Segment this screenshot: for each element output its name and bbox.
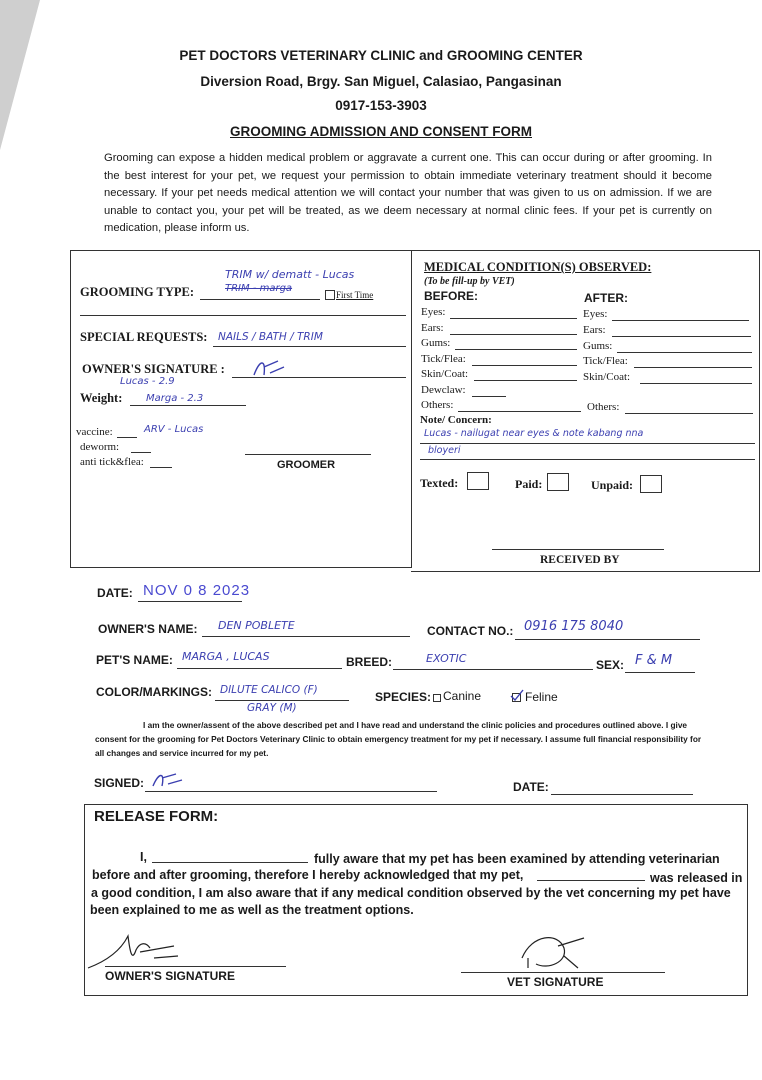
before-skin: Skin/Coat:: [421, 368, 469, 380]
owner-name-line: [202, 636, 410, 637]
before-label: BEFORE:: [424, 289, 478, 303]
signed-scribble: [150, 768, 186, 792]
owner-signature-label: OWNER'S SIGNATURE :: [82, 362, 225, 376]
owner-name-label: OWNER'S NAME:: [98, 622, 198, 636]
after-ears: Ears:: [583, 324, 606, 336]
note-value-1: Lucas - nailugat near eyes & note kabang nna: [424, 428, 644, 439]
unpaid-label: Unpaid:: [591, 478, 634, 492]
pet-name-line: [177, 668, 342, 669]
release-line1-b: fully aware that my pet has been examined by attending veterinarian: [314, 852, 720, 866]
pet-name-value: MARGA , LUCAS: [182, 650, 270, 663]
before-ears-line: [450, 334, 577, 335]
before-dewclaw: Dewclaw:: [421, 384, 466, 396]
color-value-1: DILUTE CALICO (F): [220, 684, 318, 696]
before-tick-line: [472, 365, 577, 366]
after-label: AFTER:: [584, 291, 628, 305]
grooming-type-value: TRIM w/ dematt - Lucas: [225, 268, 355, 281]
after-skin: Skin/Coat:: [583, 371, 631, 383]
clinic-phone: 0917-153-3903: [335, 98, 427, 113]
note-label: Note/ Concern:: [420, 414, 492, 426]
owner-release-sig-label: OWNER'S SIGNATURE: [105, 969, 235, 983]
clinic-name: PET DOCTORS VETERINARY CLINIC and GROOMING CENTER: [179, 48, 583, 63]
before-gums: Gums:: [421, 337, 451, 349]
paid-checkbox[interactable]: [547, 473, 569, 491]
contact-line: [515, 639, 700, 640]
special-requests-line: [213, 346, 406, 347]
texted-checkbox[interactable]: [467, 472, 489, 490]
after-skin-line: [640, 383, 752, 384]
clinic-address: Diversion Road, Brgy. San Miguel, Calasiao, Pangasinan: [200, 74, 562, 89]
breed-line: [393, 669, 593, 670]
vet-release-signature: [518, 928, 588, 972]
grooming-type-value-2: TRIM - marga: [225, 283, 293, 294]
date2-line: [551, 794, 693, 795]
before-eyes-line: [450, 318, 577, 319]
owner-name-value: DEN POBLETE: [218, 619, 295, 632]
note-line-1: [420, 443, 755, 444]
release-line2-a: before and after grooming, therefore I hereby acknowledged that my pet,: [92, 868, 524, 882]
sex-label: SEX:: [596, 658, 625, 672]
before-others-line: [458, 411, 581, 412]
before-dewclaw-line: [472, 396, 506, 397]
species-label: SPECIES:: [375, 690, 432, 704]
feline-check-mark: [510, 689, 524, 701]
contact-value: 0916 175 8040: [524, 619, 624, 634]
after-gums: Gums:: [583, 340, 613, 352]
tick-line: [150, 467, 172, 468]
signed-line: [145, 791, 437, 792]
received-by-label: RECEIVED BY: [540, 554, 620, 566]
release-line2-b: was released in: [650, 871, 743, 885]
texted-label: Texted:: [420, 476, 459, 490]
after-others-line: [625, 413, 753, 414]
deworm-line: [131, 452, 151, 453]
vaccine-value: ARV - Lucas: [144, 424, 204, 435]
vet-release-sig-label: VET SIGNATURE: [507, 975, 604, 989]
unpaid-checkbox[interactable]: [640, 475, 662, 493]
release-pet-line: [537, 880, 645, 881]
before-skin-line: [474, 380, 577, 381]
color-line: [215, 700, 349, 701]
owner-release-signature: [84, 928, 184, 974]
date-label: DATE:: [97, 586, 133, 600]
feline-label: Feline: [525, 690, 558, 704]
after-tick: Tick/Flea:: [583, 355, 628, 367]
release-name-line: [152, 862, 308, 863]
after-ears-line: [612, 336, 751, 337]
date2-label: DATE:: [513, 780, 549, 794]
deworm-label: deworm:: [80, 441, 120, 453]
breed-value: EXOTIC: [426, 652, 467, 665]
special-requests-label: SPECIAL REQUESTS:: [80, 330, 208, 344]
grooming-type-label: GROOMING TYPE:: [80, 285, 195, 299]
pet-name-label: PET'S NAME:: [96, 653, 173, 667]
first-time-checkbox[interactable]: [325, 290, 335, 300]
weight-marga: Marga - 2.3: [146, 393, 204, 404]
weight-line: [130, 405, 246, 406]
before-ears: Ears:: [421, 322, 444, 334]
date-stamp: NOV 0 8 2023: [143, 582, 251, 599]
date-line: [138, 601, 242, 602]
groomer-line: [245, 454, 371, 455]
release-line3: a good condition, I am also aware that if any medical condition observed by the vet concerning my pet have: [91, 886, 731, 900]
contact-label: CONTACT NO.:: [427, 624, 514, 638]
release-line1-a: I,: [140, 850, 147, 864]
release-title: RELEASE FORM:: [94, 808, 219, 825]
canine-label: Canine: [443, 689, 482, 703]
note-line-2: [420, 459, 755, 460]
sex-value: F & M: [635, 653, 673, 668]
owner-release-sig-line: [105, 966, 286, 967]
after-eyes: Eyes:: [583, 308, 608, 320]
before-eyes: Eyes:: [421, 306, 446, 318]
tick-label: anti tick&flea:: [80, 456, 144, 468]
before-gums-line: [455, 349, 577, 350]
vaccine-line: [117, 437, 137, 438]
before-others: Others:: [421, 399, 454, 411]
medical-title: MEDICAL CONDITION(S) OBSERVED:: [424, 260, 652, 274]
grooming-type-line: [200, 299, 320, 300]
breed-label: BREED:: [346, 655, 393, 669]
sex-line: [625, 672, 695, 673]
after-others: Others:: [587, 401, 620, 413]
weight-lucas: Lucas - 2.9: [120, 376, 175, 387]
paid-label: Paid:: [515, 477, 543, 491]
release-line4: been explained to me as well as the treatment options.: [90, 903, 414, 917]
before-tick: Tick/Flea:: [421, 353, 466, 365]
grooming-type-line-2: [80, 315, 406, 316]
vaccine-label: vaccine:: [76, 426, 113, 438]
after-eyes-line: [612, 320, 749, 321]
form-title: GROOMING ADMISSION AND CONSENT FORM: [230, 124, 532, 139]
canine-checkbox[interactable]: [433, 694, 441, 702]
consent-text: I am the owner/assent of the above described pet and I have read and understand the clinic policies and procedures outlined above. I give consent for the grooming for Pet Doctors Veterinary Clinic to obtain emergency treatment for my pet if necessary. I assume full financial responsibility for all changes and service incurred for my pet.: [95, 720, 702, 758]
color-label: COLOR/MARKINGS:: [96, 685, 212, 699]
vet-release-sig-line: [461, 972, 665, 973]
groomer-label: GROOMER: [277, 459, 336, 471]
received-by-line: [492, 549, 664, 550]
signed-label: SIGNED:: [94, 776, 145, 790]
note-value-2: bloyeri: [428, 445, 461, 456]
after-tick-line: [634, 367, 752, 368]
weight-label: Weight:: [80, 391, 123, 405]
first-time-label: First Time: [336, 290, 374, 300]
intro-paragraph: Grooming can expose a hidden medical problem or aggravate a current one. This can occur during or after grooming. In the best interest for your pet, we request your permission to obtain immediate veterinary treatment should it become necessary. If your pet needs medical attention we will contact your number that was given to us on admission. If we are unable to contact you, your pet will be treated, as we deem necessary at normal clinic fees. If your pet is currently on medication, please inform us.: [104, 152, 712, 234]
medical-subtitle: (To be fill-up by VET): [424, 276, 515, 287]
owner-signature-scribble: [250, 355, 290, 381]
after-gums-line: [617, 352, 752, 353]
special-requests-value: NAILS / BATH / TRIM: [218, 331, 323, 343]
color-value-2: GRAY (M): [247, 702, 297, 714]
